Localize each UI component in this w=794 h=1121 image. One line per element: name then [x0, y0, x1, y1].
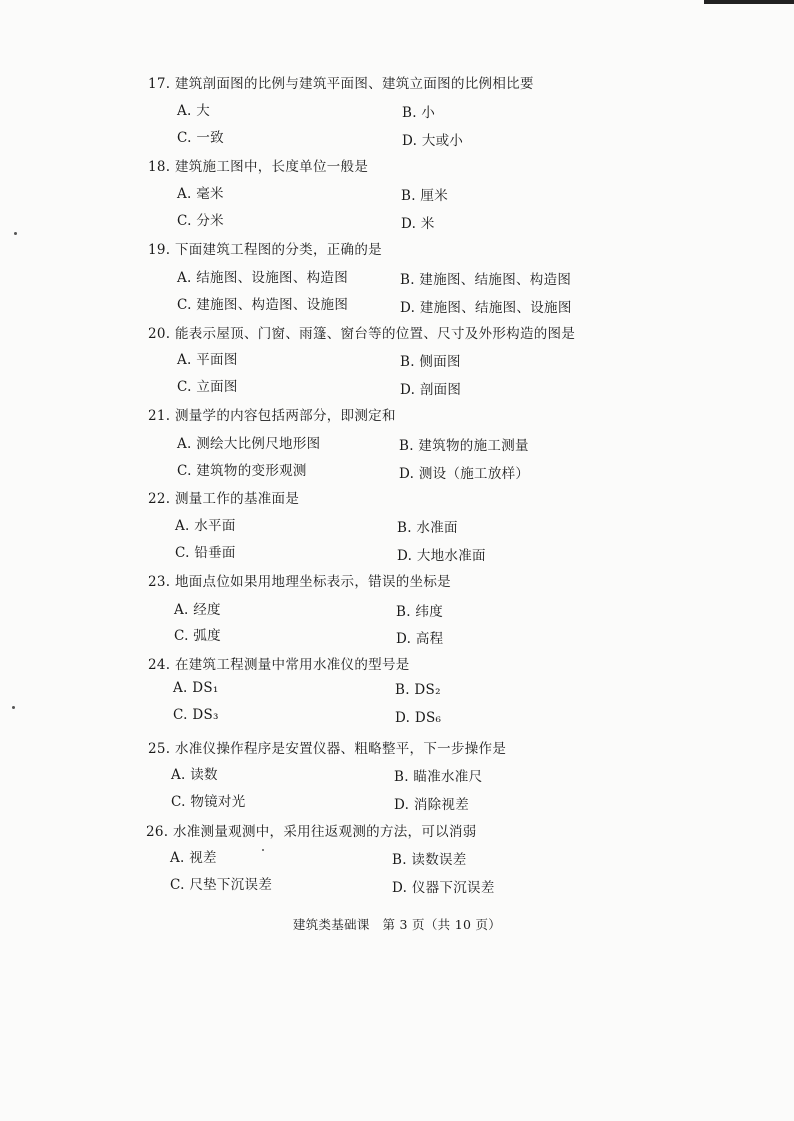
- q24-option-b: B. DS₂: [395, 682, 441, 698]
- q23-option-b: B. 纬度: [396, 604, 444, 620]
- q17-option-b: B. 小: [402, 105, 436, 121]
- q22-option-b: B. 水准面: [397, 520, 458, 536]
- q22-option-c: C. 铅垂面: [175, 545, 236, 561]
- q26-option-a: A. 视差: [170, 850, 217, 866]
- q26-option-d: D. 仪器下沉误差: [392, 880, 495, 896]
- q18-option-d: D. 米: [401, 216, 435, 232]
- q25-option-c: C. 物镜对光: [171, 794, 246, 810]
- q21-option-a: A. 测绘大比例尺地形图: [177, 436, 321, 452]
- q17-option-d: D. 大或小: [402, 133, 464, 149]
- q19-option-b: B. 建施图、结施图、构造图: [400, 272, 572, 288]
- question-23: 23. 地面点位如果用地理坐标表示，错误的坐标是: [148, 574, 451, 590]
- page-footer: 建筑类基础课 第 3 页（共 10 页）: [292, 917, 502, 932]
- question-17: 17. 建筑剖面图的比例与建筑平面图、建筑立面图的比例相比要: [148, 76, 534, 92]
- q19-option-d: D. 建施图、结施图、设施图: [400, 300, 572, 316]
- q18-option-c: C. 分米: [177, 213, 224, 229]
- q26-option-b: B. 读数误差: [392, 852, 467, 868]
- q19-option-a: A. 结施图、设施图、构造图: [177, 270, 349, 286]
- q17-option-c: C. 一致: [177, 130, 224, 146]
- q24-option-c: C. DS₃: [173, 707, 219, 723]
- q23-option-a: A. 经度: [174, 602, 221, 618]
- q23-option-d: D. 高程: [396, 631, 444, 647]
- q24-option-d: D. DS₆: [395, 710, 442, 726]
- q24-option-a: A. DS₁: [173, 680, 219, 696]
- question-19: 19. 下面建筑工程图的分类，正确的是: [148, 242, 382, 258]
- q25-option-a: A. 读数: [171, 767, 218, 783]
- q18-option-b: B. 厘米: [401, 188, 449, 204]
- question-18: 18. 建筑施工图中，长度单位一般是: [148, 159, 369, 175]
- q20-option-b: B. 侧面图: [400, 354, 461, 370]
- q17-option-a: A. 大: [177, 103, 211, 119]
- q26-option-c: C. 尺垫下沉误差: [170, 877, 273, 893]
- q20-option-d: D. 剖面图: [400, 382, 462, 398]
- q21-option-d: D. 测设（施工放样）: [399, 466, 530, 482]
- q19-option-c: C. 建施图、构造图、设施图: [177, 297, 349, 313]
- question-20: 20. 能表示屋顶、门窗、雨篷、窗台等的位置、尺寸及外形构造的图是: [148, 326, 576, 342]
- q20-option-c: C. 立面图: [177, 379, 238, 395]
- q25-option-b: B. 瞄准水准尺: [394, 769, 483, 785]
- q21-option-b: B. 建筑物的施工测量: [399, 438, 529, 454]
- question-25: 25. 水准仪操作程序是安置仪器、粗略整平，下一步操作是: [148, 741, 507, 757]
- q23-option-c: C. 弧度: [174, 628, 221, 644]
- q20-option-a: A. 平面图: [177, 352, 238, 368]
- question-26: 26. 水准测量观测中，采用往返观测的方法，可以消弱: [146, 824, 477, 840]
- q18-option-a: A. 毫米: [177, 186, 224, 202]
- question-22: 22. 测量工作的基准面是: [148, 491, 300, 507]
- q21-option-c: C. 建筑物的变形观测: [177, 463, 307, 479]
- question-24: 24. 在建筑工程测量中常用水准仪的型号是: [148, 657, 410, 673]
- q22-option-d: D. 大地水准面: [397, 548, 486, 564]
- q25-option-d: D. 消除视差: [394, 797, 470, 813]
- question-21: 21. 测量学的内容包括两部分，即测定和: [148, 408, 396, 424]
- q22-option-a: A. 水平面: [175, 518, 236, 534]
